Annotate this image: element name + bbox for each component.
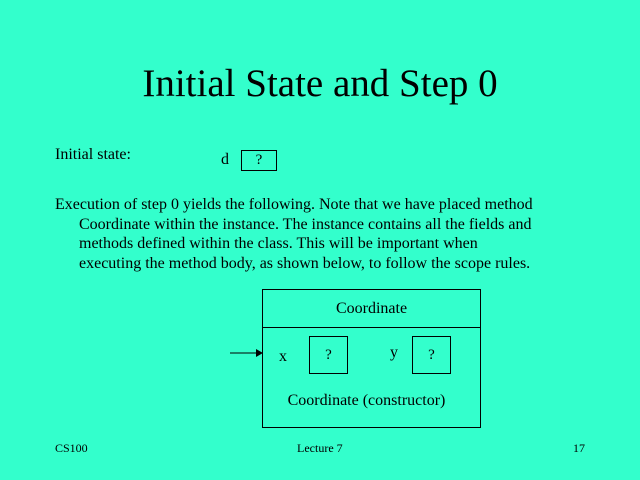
footer-course: CS100 — [55, 441, 88, 455]
paragraph-line: methods defined within the class. This will be important when — [79, 235, 478, 252]
footer-page-number: 17 — [573, 441, 585, 455]
slide-title: Initial State and Step 0 — [142, 62, 498, 105]
explanation-paragraph — [55, 195, 600, 273]
instance-divider — [263, 327, 480, 328]
paragraph-line: Execution of step 0 yields the following. Note that we have placed method — [55, 196, 533, 213]
paragraph-line: Coordinate within the instance. The instance contains all the fields and — [79, 215, 532, 233]
variable-d-label: d — [221, 151, 229, 168]
field-y-value-box: ? — [412, 336, 451, 374]
field-x-label: x — [279, 348, 287, 365]
paragraph-line: executing the method body, as shown below, to follow the scope rules. — [79, 254, 531, 272]
initial-state-label: Initial state: — [55, 146, 131, 163]
pointer-arrow-icon — [230, 347, 264, 359]
footer-lecture: Lecture 7 — [297, 441, 343, 455]
constructor-method-label: Coordinate (constructor) — [287, 392, 446, 409]
coordinate-instance-box — [262, 289, 481, 428]
field-x-value-box: ? — [309, 336, 348, 374]
variable-d-value-box: ? — [241, 150, 277, 171]
field-y-label: y — [390, 344, 398, 361]
instance-title: Coordinate — [335, 300, 408, 317]
